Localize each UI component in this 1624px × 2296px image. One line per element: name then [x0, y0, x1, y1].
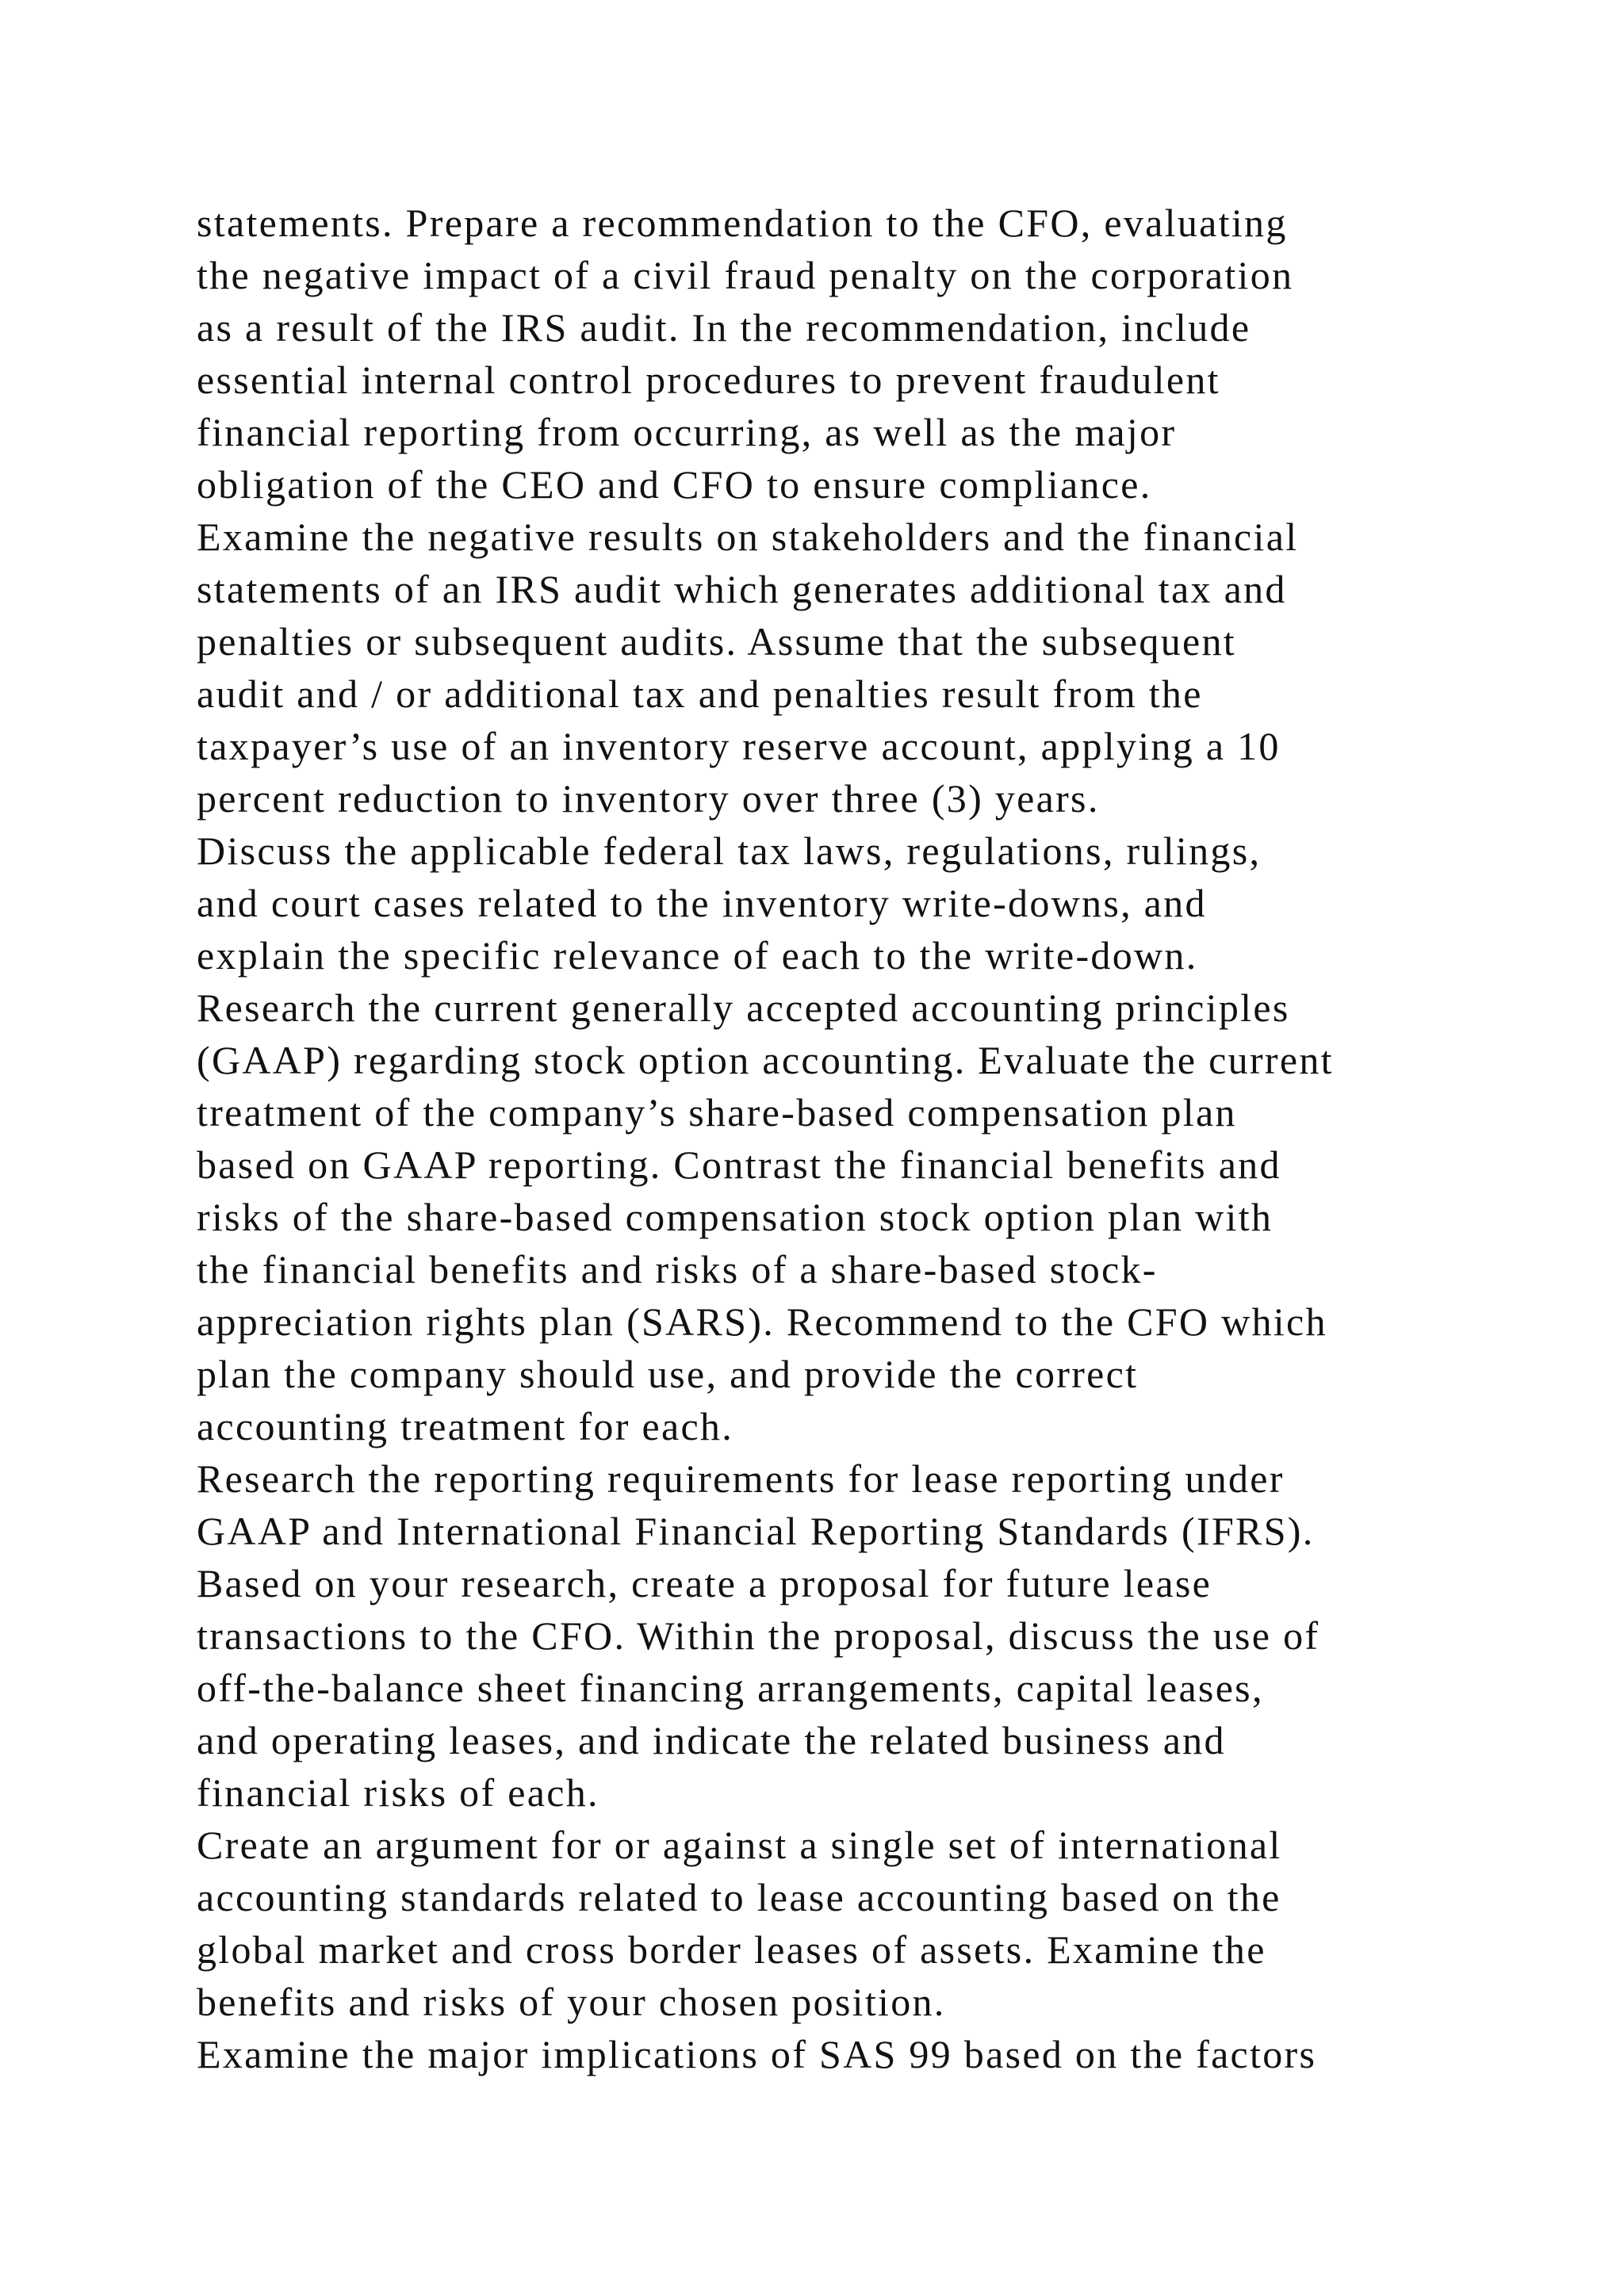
text-line: the negative impact of a civil fraud penalty on the corporation [197, 253, 1294, 297]
text-line: Research the current generally accepted accounting principles [197, 985, 1290, 1030]
text-line: appreciation rights plan (SARS). Recommend to the CFO which [197, 1299, 1327, 1344]
text-line: Based on your research, create a proposal for future lease [197, 1561, 1212, 1605]
text-line: treatment of the company’s share-based compensation plan [197, 1090, 1237, 1135]
text-line: based on GAAP reporting. Contrast the financial benefits and [197, 1142, 1281, 1187]
text-line: GAAP and International Financial Reporting Standards (IFRS). [197, 1509, 1315, 1553]
text-line: (GAAP) regarding stock option accounting. Evaluate the current [197, 1038, 1334, 1082]
body-text [197, 197, 1497, 2080]
text-line: Research the reporting requirements for lease reporting under [197, 1456, 1285, 1501]
text-line: the financial benefits and risks of a share-based stock- [197, 1247, 1158, 1292]
text-line: transactions to the CFO. Within the proposal, discuss the use of [197, 1613, 1320, 1658]
text-line: Examine the negative results on stakeholders and the financial [197, 515, 1299, 559]
text-line: risks of the share-based compensation stock option plan with [197, 1195, 1274, 1239]
text-line: financial risks of each. [197, 1770, 599, 1815]
text-line: explain the specific relevance of each to the write-down. [197, 933, 1198, 978]
text-line: Examine the major implications of SAS 99 based on the factors [197, 2032, 1317, 2076]
text-line: accounting standards related to lease accounting based on the [197, 1875, 1281, 1919]
text-line: and operating leases, and indicate the related business and [197, 1718, 1226, 1762]
text-line: penalties or subsequent audits. Assume that the subsequent [197, 619, 1236, 664]
text-line: and court cases related to the inventory write-downs, and [197, 881, 1207, 925]
text-line: as a result of the IRS audit. In the recommendation, include [197, 305, 1251, 350]
text-line: audit and / or additional tax and penalties result from the [197, 672, 1203, 716]
text-line: accounting treatment for each. [197, 1404, 734, 1448]
text-line: essential internal control procedures to prevent fraudulent [197, 358, 1220, 402]
text-line: Create an argument for or against a single set of international [197, 1823, 1282, 1867]
text-line: benefits and risks of your chosen position. [197, 1980, 946, 2024]
text-line: plan the company should use, and provide the correct [197, 1352, 1139, 1396]
text-line: Discuss the applicable federal tax laws, regulations, rulings, [197, 828, 1262, 873]
text-line: financial reporting from occurring, as well as the major [197, 410, 1177, 454]
text-line: off-the-balance sheet financing arrangements, capital leases, [197, 1666, 1264, 1710]
text-line: percent reduction to inventory over three (3) years. [197, 776, 1100, 821]
text-line: taxpayer’s use of an inventory reserve account, applying a 10 [197, 724, 1281, 768]
text-line: statements. Prepare a recommendation to the CFO, evaluating [197, 201, 1288, 245]
text-line: global market and cross border leases of assets. Examine the [197, 1927, 1266, 1972]
text-line: statements of an IRS audit which generates additional tax and [197, 567, 1287, 611]
text-line: obligation of the CEO and CFO to ensure compliance. [197, 462, 1152, 507]
